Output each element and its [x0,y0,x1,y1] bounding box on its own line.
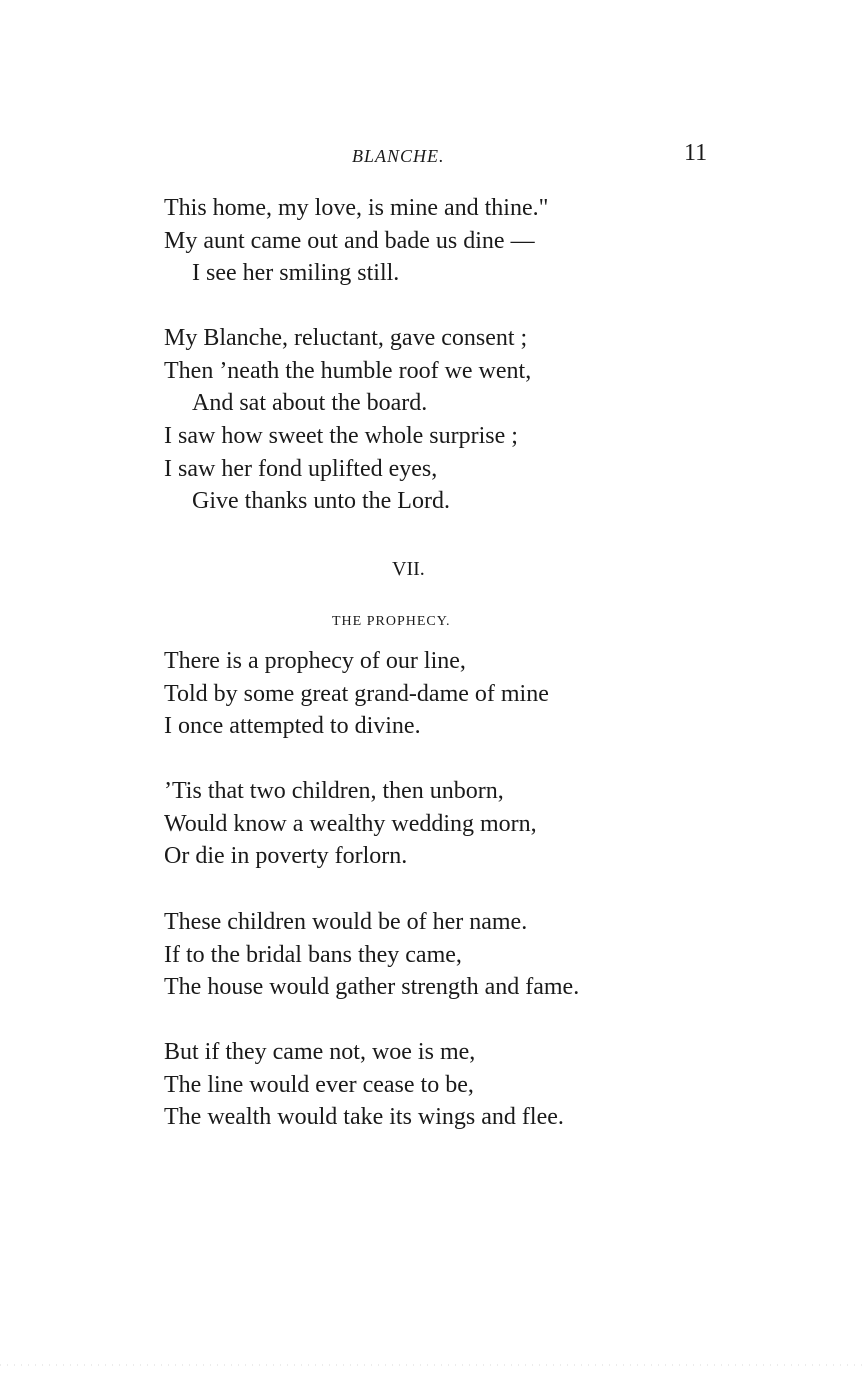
poem-line: ’Tis that two children, then unborn, [164,778,504,804]
section-title: THE PROPHECY. [332,614,451,629]
poem-line: I see her smiling still. [192,260,400,287]
running-title: BLANCHE. [352,146,445,166]
poem-line: My aunt came out and bade us dine — [164,227,535,254]
poem-line: This home, my love, is mine and thine." [164,195,549,221]
poem-line: Told by some great grand-dame of mine [164,680,549,707]
poem-line: But if they came not, woe is me, [164,1039,476,1065]
poem-line: These children would be of her name. [164,909,528,935]
poem-line: The wealth would take its wings and flee. [164,1104,564,1131]
stanza-2 [164,322,724,518]
poem-line: The house would gather strength and fame. [164,974,580,1001]
poem-line: There is a prophecy of our line, [164,648,466,674]
poem-line: I saw her fond uplifted eyes, [164,455,438,482]
poem-line: The line would ever cease to be, [164,1071,474,1098]
stanza-1 [164,192,724,290]
poem-line: Give thanks unto the Lord. [192,488,450,515]
poem-line: Then ’neath the humble roof we went, [164,357,532,384]
stanza-4 [164,775,724,873]
poem-line: My Blanche, reluctant, gave consent ; [164,325,528,351]
poem-line: If to the bridal bans they came, [164,941,462,968]
stanza-5 [164,906,724,1004]
poem-line: Or die in poverty forlorn. [164,843,408,870]
poem-line: And sat about the board. [192,390,428,417]
stanza-6 [164,1036,724,1134]
poem-line: I saw how sweet the whole surprise ; [164,423,518,450]
page-number: 11 [684,140,708,166]
stanza-3 [164,645,724,743]
scan-speckle [0,1364,864,1366]
section-number: VII. [392,558,425,580]
poem-line: Would know a wealthy wedding morn, [164,810,537,837]
poem-line: I once attempted to divine. [164,713,421,740]
